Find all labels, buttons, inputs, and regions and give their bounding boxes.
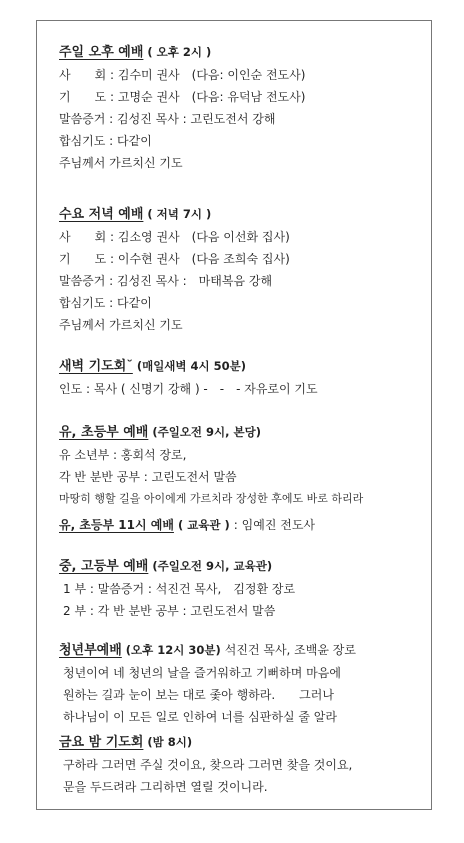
eleven-oclock-leader: : 임예진 전도사 (233, 518, 316, 532)
section-subtitle: (오후 12시 30분) (125, 643, 221, 657)
section-title-text: 수요 저녁 예배 (59, 207, 144, 222)
children-worship-section (59, 423, 423, 535)
wednesday-evening-section (59, 205, 423, 334)
proverb-line: 마땅히 행할 길을 아이에게 가르치라 장성한 후에도 바로 하리라 (59, 492, 364, 505)
leader-line: 인도 : 목사 ( 신명기 강해 ) - - - 자유로이 기도 (59, 382, 318, 396)
section-title-text: 유, 초등부 예배 (59, 425, 149, 440)
young-adult-section (59, 641, 423, 726)
section-title (59, 205, 423, 224)
section-title-text: 주일 오후 예배 (59, 45, 144, 60)
youth-leader-line: 유 소년부 : 홍회석 장로, (59, 448, 187, 462)
section-subtitle: (주일오전 9시, 본당) (152, 425, 261, 439)
sermon-line: 말씀증거 : 김성진 목사 : 고린도전서 강해 (59, 112, 276, 126)
sermon-line: 말씀증거 : 김성진 목사 : 마태복음 강해 (59, 274, 273, 288)
group-prayer-line: 합심기도 : 다같이 (59, 134, 152, 148)
section-title (59, 557, 423, 576)
lords-prayer-line: 주님께서 가르치신 기도 (59, 318, 183, 332)
section-title (59, 733, 423, 752)
section-leaders: 석진건 목사, 조백윤 장로 (224, 643, 356, 657)
section-subtitle: (밤 8시) (147, 735, 193, 749)
secondary-worship-section (59, 557, 423, 620)
section-subtitle: ( 오후 2시 ) (147, 45, 212, 59)
presider-line: 사 회 : 김수미 권사 (다음: 이인순 전도사) (59, 68, 306, 82)
section-subtitle: (주일오전 9시, 교육관) (152, 559, 273, 573)
section-subtitle: (매일새벽 4시 50분) (136, 359, 247, 373)
section-title-text: 중, 고등부 예배 (59, 559, 149, 574)
section-title-text: 청년부예배 (59, 643, 122, 658)
section-title-text: 금요 밤 기도회 (59, 735, 144, 750)
group-prayer-line: 합심기도 : 다같이 (59, 296, 152, 310)
lords-prayer-line: 주님께서 가르치신 기도 (59, 156, 183, 170)
sunday-afternoon-section (59, 43, 423, 172)
eleven-oclock-title (59, 516, 423, 535)
verse-line: 하나님이 이 모든 일로 인하여 너를 심판하실 줄 알라 (63, 710, 337, 724)
part-one-line: 1 부 : 말씀증거 : 석진건 목사, 김정환 장로 (63, 582, 296, 596)
presider-line: 사 회 : 김소영 권사 (다음 이선화 집사) (59, 230, 290, 244)
eleven-oclock-title-text: 유, 초등부 11시 예배 (59, 518, 174, 532)
section-title (59, 423, 423, 442)
verse-line: 원하는 길과 눈이 보는 대로 좇아 행하라. 그러나 (63, 688, 334, 702)
dawn-prayer-section (59, 357, 423, 398)
class-study-line: 각 반 분반 공부 : 고린도전서 말씀 (59, 470, 237, 484)
section-title (59, 641, 423, 660)
part-two-line: 2 부 : 각 반 분반 공부 : 고린도전서 말씀 (63, 604, 276, 618)
eleven-oclock-subtitle: ( 교육관 ) (177, 518, 230, 532)
section-title-text: 새벽 기도회˘ (59, 359, 133, 374)
verse-line: 청년이여 네 청년의 날을 즐거워하고 기뻐하며 마음에 (63, 666, 341, 680)
prayer-line: 기 도 : 고명순 권사 (다음: 유덕남 전도사) (59, 90, 306, 104)
section-subtitle: ( 저녁 7시 ) (147, 207, 212, 221)
section-title (59, 43, 423, 62)
friday-prayer-section (59, 733, 423, 796)
prayer-line: 기 도 : 이수현 권사 (다음 조희숙 집사) (59, 252, 290, 266)
verse-line: 구하라 그러면 주실 것이요, 찾으라 그러면 찾을 것이요, (63, 758, 353, 772)
verse-line: 문을 두드려라 그리하면 열릴 것이니라. (63, 780, 268, 794)
bulletin-frame (36, 20, 432, 810)
section-title (59, 357, 423, 376)
